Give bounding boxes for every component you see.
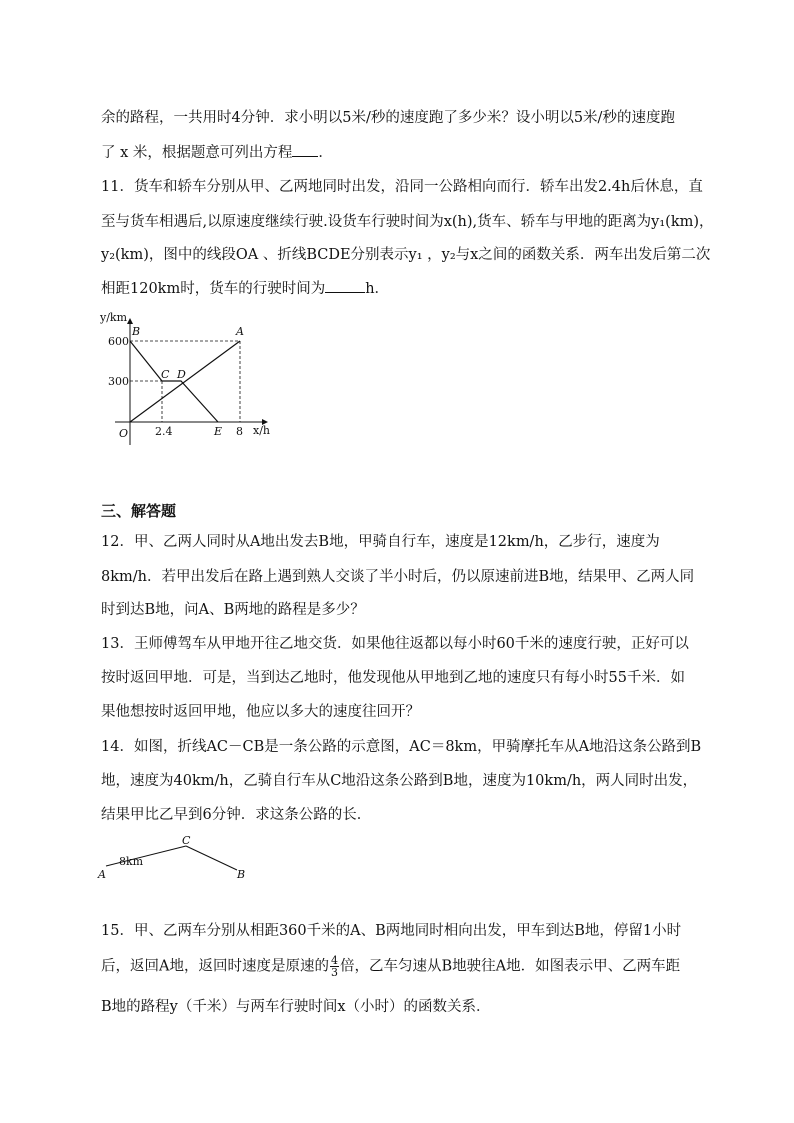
segment-OA — [130, 341, 240, 422]
polyline-BCDE — [130, 341, 218, 422]
q11-line-1: 11．货车和轿车分别从甲、乙两地同时出发，沿同一公路相向而行．轿车出发2.4h后休息，直 — [101, 179, 703, 195]
y-tick-600: 600 — [108, 335, 129, 348]
q11-line-4 — [101, 278, 389, 299]
q14-line-3: 结果甲比乙早到6分钟．求这条公路的长． — [101, 807, 372, 823]
q13-line-1: 13．王师傅驾车从甲地开往乙地交货．如果他往返都以每小时60千米的速度行驶，正好可以 — [101, 636, 689, 652]
section-title: 三、解答题 — [101, 502, 177, 520]
road-point-C: C — [182, 834, 191, 847]
q12-line-2: 8km/h．若甲出发后在路上遇到熟人交谈了半小时后，仍以原速前进B地，结果甲、乙两人同 — [101, 569, 695, 585]
point-A-label: A — [236, 325, 244, 338]
point-D-label: D — [177, 368, 186, 381]
origin-label: O — [119, 427, 129, 440]
q10-line-2-text: 了 x 米，根据题意可列出方程 — [101, 145, 293, 161]
x-axis-label: x/h — [253, 424, 270, 437]
q12-line-3: 时到达B地，问A、B两地的路程是多少？ — [101, 602, 365, 618]
x-tick-2-4: 2.4 — [155, 425, 173, 438]
fraction-four-thirds — [330, 955, 339, 978]
road-AC — [106, 846, 186, 866]
q12-line-1: 12．甲、乙两人同时从A地出发去B地，甲骑自行车，速度是12km/h，乙步行，速度为 — [101, 534, 660, 550]
fraction-numerator: 4 — [330, 954, 338, 967]
q13-line-2: 按时返回甲地．可是，当到达乙地时，他发现他从甲地到乙地的速度只有每小时55千米．如 — [101, 670, 685, 686]
road-ac-length-label: 8km — [119, 855, 144, 868]
answer-blank-q10 — [292, 142, 318, 157]
q15-line-2-a: 后，返回A地，返回时速度是原速的 — [101, 958, 329, 975]
x-tick-8: 8 — [236, 425, 243, 438]
road-CB — [186, 846, 237, 870]
road-point-B: B — [237, 868, 246, 880]
q11-line-3: y₂(km)，图中的线段OA 、折线BCDE分别表示y₁ ，y₂与x之间的函数关系．两车出发后第二次 — [101, 247, 711, 263]
q10-line-2-end: ． — [318, 145, 333, 161]
q13-line-3: 果他想按时返回甲地，他应以多大的速度往回开？ — [101, 704, 420, 720]
q14-line-1: 14．如图，折线AC－CB是一条公路的示意图，AC＝8km，甲骑摩托车从A地沿这条公路到B — [101, 739, 702, 755]
q15-line-1: 15．甲、乙两车分别从相距360千米的A、B两地同时相向出发，甲车到达B地，停留1小时 — [101, 923, 682, 939]
point-B-label: B — [132, 325, 141, 338]
fraction-denominator: 3 — [330, 966, 338, 979]
q10-line-2 — [101, 142, 333, 163]
x-tick-E: E — [214, 425, 223, 438]
q14-line-2: 地，速度为40km/h，乙骑自行车从C地沿这条公路到B地，速度为10km/h，两人同时出发， — [101, 773, 698, 789]
q15-line-3: B地的路程y（千米）与两车行驶时间x（小时）的函数关系． — [101, 999, 491, 1015]
distance-time-graph — [95, 305, 285, 455]
y-axis-label: y/km — [100, 311, 128, 324]
q15-line-2 — [101, 955, 680, 978]
q11-line-4-text: 相距120km时，货车的行驶时间为 — [101, 281, 326, 297]
point-C-label: C — [161, 368, 170, 381]
q10-line-1: 余的路程，一共用时4分钟．求小明以5米/秒的速度跑了多少米？设小明以5米/秒的速度跑 — [101, 110, 675, 126]
q15-line-2-b: 倍，乙车匀速从B地驶往A地．如图表示甲、乙两车距 — [339, 958, 681, 975]
answer-blank-q11 — [325, 278, 365, 293]
q11-line-4-end: h． — [365, 281, 390, 297]
q11-line-2: 至与货车相遇后,以原速度继续行驶.设货车行驶时间为x(h),货车、轿车与甲地的距离为y₁(km)， — [101, 214, 714, 230]
road-diagram — [92, 834, 262, 880]
road-point-A: A — [98, 868, 106, 880]
y-tick-300: 300 — [108, 375, 129, 388]
